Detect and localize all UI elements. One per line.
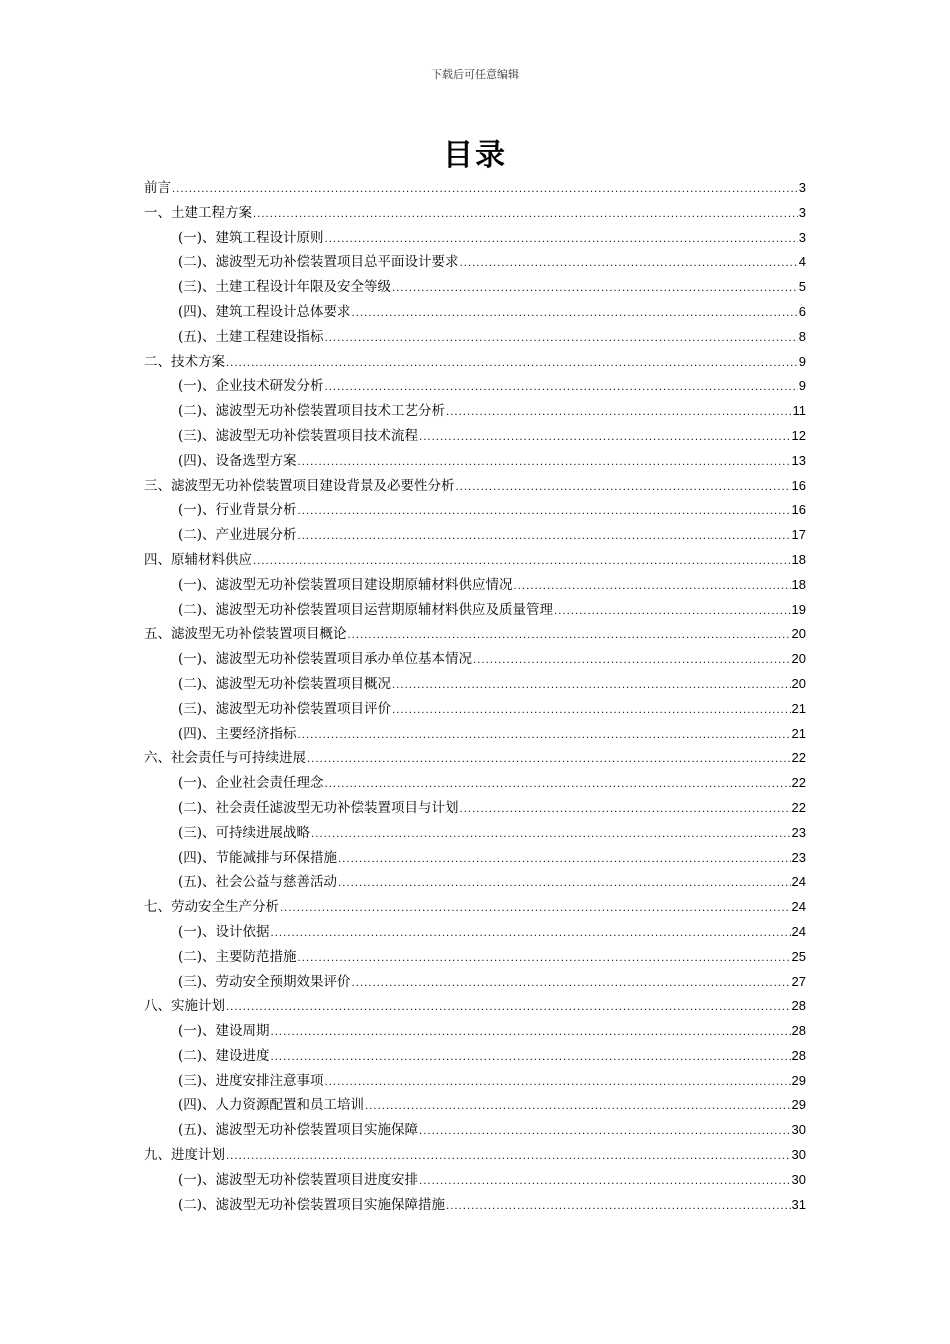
toc-page-number: 22 (791, 775, 806, 791)
table-of-contents (144, 176, 806, 1217)
toc-section-entry[interactable] (144, 275, 806, 300)
toc-page-number: 19 (791, 601, 806, 617)
toc-page-number: 20 (791, 675, 806, 691)
toc-page-number: 8 (798, 328, 806, 344)
toc-dot-leader (473, 649, 790, 674)
toc-page-number: 30 (791, 1171, 806, 1187)
toc-title: 目录 (443, 138, 507, 173)
toc-dot-leader (298, 451, 791, 476)
toc-entry-label: 五、滤波型无功补偿装置项目概论 (144, 626, 347, 643)
toc-entry-label: 二、技术方案 (144, 353, 225, 370)
toc-dot-leader (307, 748, 791, 773)
toc-page-number: 5 (798, 279, 806, 295)
toc-chapter-entry[interactable] (144, 1143, 806, 1168)
toc-section-entry[interactable] (144, 1118, 806, 1143)
toc-section-entry[interactable] (144, 523, 806, 548)
toc-page-number: 29 (791, 1072, 806, 1088)
toc-page-number: 28 (791, 1047, 806, 1063)
toc-section-entry[interactable] (144, 647, 806, 672)
toc-page-number: 24 (791, 874, 806, 890)
toc-entry-label: 四、原辅材料供应 (144, 551, 252, 568)
toc-section-entry[interactable] (144, 399, 806, 424)
toc-dot-leader (311, 823, 790, 848)
toc-page-number: 25 (791, 948, 806, 964)
toc-dot-leader (456, 476, 791, 501)
toc-page-number: 13 (791, 452, 806, 468)
toc-page-number: 18 (791, 576, 806, 592)
toc-dot-leader (348, 624, 791, 649)
toc-dot-leader (419, 426, 790, 451)
toc-section-entry[interactable] (144, 1019, 806, 1044)
toc-page-number: 29 (791, 1097, 806, 1113)
toc-section-entry[interactable] (144, 1193, 806, 1218)
toc-chapter-entry[interactable] (144, 176, 806, 201)
toc-entry-label: (二)、滤波型无功补偿装置项目实施保障措施 (178, 1196, 446, 1213)
toc-entry-label: 九、进度计划 (144, 1147, 225, 1164)
toc-entry-label: (二)、滤波型无功补偿装置项目运营期原辅材料供应及质量管理 (178, 601, 554, 618)
toc-dot-leader (325, 1071, 791, 1096)
toc-dot-leader (392, 699, 790, 724)
toc-dot-leader (298, 525, 791, 550)
toc-entry-label: 前言 (144, 180, 171, 196)
toc-chapter-entry[interactable] (144, 994, 806, 1019)
toc-dot-leader (298, 724, 791, 749)
toc-entry-label: (五)、土建工程建设指标 (178, 328, 324, 345)
toc-dot-leader (298, 500, 791, 525)
toc-entry-label: 八、实施计划 (144, 998, 225, 1015)
toc-page-number: 28 (791, 998, 806, 1014)
toc-entry-label: (二)、主要防范措施 (178, 948, 297, 965)
toc-entry-label: (一)、企业技术研发分析 (178, 378, 324, 395)
toc-page-number: 16 (791, 502, 806, 518)
toc-entry-label: (一)、滤波型无功补偿装置项目承办单位基本情况 (178, 651, 473, 668)
toc-chapter-entry[interactable] (144, 474, 806, 499)
toc-dot-leader (253, 203, 798, 228)
toc-entry-label: (二)、社会责任滤波型无功补偿装置项目与计划 (178, 799, 459, 816)
toc-section-entry[interactable] (144, 771, 806, 796)
toc-dot-leader (226, 1145, 791, 1170)
toc-chapter-entry[interactable] (144, 201, 806, 226)
toc-page-number: 23 (791, 849, 806, 865)
toc-dot-leader (392, 277, 798, 302)
toc-page-number: 28 (791, 1023, 806, 1039)
toc-page-number: 9 (798, 353, 806, 369)
toc-entry-label: (一)、设计依据 (178, 923, 270, 940)
toc-entry-label: (二)、产业进展分析 (178, 527, 297, 544)
toc-section-entry[interactable] (144, 920, 806, 945)
toc-page-number: 23 (791, 824, 806, 840)
toc-page-number: 16 (791, 477, 806, 493)
toc-section-entry[interactable] (144, 498, 806, 523)
toc-entry-label: (一)、企业社会责任理念 (178, 775, 324, 792)
toc-dot-leader (280, 897, 791, 922)
toc-page-number: 6 (798, 303, 806, 319)
toc-page-number: 24 (791, 923, 806, 939)
toc-dot-leader (419, 1120, 790, 1145)
toc-page-number: 20 (791, 651, 806, 667)
toc-entry-label: (三)、劳动安全预期效果评价 (178, 973, 351, 990)
toc-entry-label: 七、劳动安全生产分析 (144, 899, 279, 916)
toc-page-number: 21 (791, 700, 806, 716)
header-note: 下载后可任意编辑 (431, 68, 519, 81)
toc-dot-leader (514, 575, 791, 600)
toc-dot-leader (226, 352, 798, 377)
toc-page-number: 3 (798, 180, 806, 195)
toc-section-entry[interactable] (144, 250, 806, 275)
toc-entry-label: (四)、主要经济指标 (178, 725, 297, 742)
toc-dot-leader (325, 376, 798, 401)
toc-section-entry[interactable] (144, 573, 806, 598)
toc-page-number: 24 (791, 899, 806, 915)
toc-section-entry[interactable] (144, 325, 806, 350)
toc-section-entry[interactable] (144, 226, 806, 251)
toc-page-number: 4 (798, 254, 806, 270)
toc-page-number: 21 (791, 725, 806, 741)
toc-dot-leader (253, 550, 791, 575)
toc-page-number: 12 (791, 427, 806, 443)
toc-page-number: 3 (798, 229, 806, 245)
toc-dot-leader (460, 252, 798, 277)
toc-page-number: 22 (791, 750, 806, 766)
toc-chapter-entry[interactable] (144, 746, 806, 771)
toc-dot-leader (325, 773, 791, 798)
toc-section-entry[interactable] (144, 796, 806, 821)
toc-dot-leader (446, 1195, 790, 1220)
toc-chapter-entry[interactable] (144, 622, 806, 647)
toc-page-number: 30 (791, 1122, 806, 1138)
toc-dot-leader (325, 228, 798, 253)
toc-dot-leader (271, 1046, 791, 1071)
toc-dot-leader (338, 848, 790, 873)
toc-dot-leader (446, 401, 791, 426)
toc-entry-label: (三)、进度安排注意事项 (178, 1072, 324, 1089)
toc-section-entry[interactable] (144, 672, 806, 697)
toc-entry-label: (四)、人力资源配置和员工培训 (178, 1097, 365, 1114)
toc-page-number: 20 (791, 626, 806, 642)
toc-page-number: 31 (791, 1196, 806, 1212)
toc-entry-label: (三)、土建工程设计年限及安全等级 (178, 279, 392, 296)
toc-section-entry[interactable] (144, 846, 806, 871)
toc-dot-leader (365, 1095, 790, 1120)
toc-dot-leader (419, 1170, 790, 1195)
toc-dot-leader (554, 600, 790, 625)
toc-section-entry[interactable] (144, 1093, 806, 1118)
toc-dot-leader (392, 674, 790, 699)
toc-page-number: 18 (791, 551, 806, 567)
toc-entry-label: (五)、滤波型无功补偿装置项目实施保障 (178, 1122, 419, 1139)
toc-chapter-entry[interactable] (144, 895, 806, 920)
toc-entry-label: (二)、滤波型无功补偿装置项目技术工艺分析 (178, 403, 446, 420)
toc-dot-leader (352, 302, 798, 327)
toc-page-number: 30 (791, 1147, 806, 1163)
toc-section-entry[interactable] (144, 821, 806, 846)
toc-page-number: 11 (792, 403, 806, 419)
toc-section-entry[interactable] (144, 870, 806, 895)
toc-section-entry[interactable] (144, 300, 806, 325)
toc-section-entry[interactable] (144, 449, 806, 474)
toc-section-entry[interactable] (144, 424, 806, 449)
toc-chapter-entry[interactable] (144, 350, 806, 375)
toc-entry-label: (二)、滤波型无功补偿装置项目总平面设计要求 (178, 254, 459, 271)
toc-entry-label: (一)、建设周期 (178, 1023, 270, 1040)
toc-dot-leader (352, 972, 791, 997)
toc-entry-label: (一)、行业背景分析 (178, 502, 297, 519)
toc-entry-label: (三)、滤波型无功补偿装置项目技术流程 (178, 427, 419, 444)
toc-section-entry[interactable] (144, 1168, 806, 1193)
toc-page-number: 17 (791, 527, 806, 543)
toc-entry-label: (一)、滤波型无功补偿装置项目建设期原辅材料供应情况 (178, 576, 513, 593)
toc-entry-label: 三、滤波型无功补偿装置项目建设背景及必要性分析 (144, 477, 455, 494)
toc-entry-label: (二)、滤波型无功补偿装置项目概况 (178, 675, 392, 692)
toc-section-entry[interactable] (144, 1044, 806, 1069)
toc-section-entry[interactable] (144, 598, 806, 623)
toc-section-entry[interactable] (144, 970, 806, 995)
toc-dot-leader (271, 1021, 791, 1046)
toc-section-entry[interactable] (144, 697, 806, 722)
toc-entry-label: (五)、社会公益与慈善活动 (178, 874, 338, 891)
toc-entry-label: 一、土建工程方案 (144, 204, 252, 221)
toc-section-entry[interactable] (144, 945, 806, 970)
toc-entry-label: (四)、节能减排与环保措施 (178, 849, 338, 866)
toc-page-number: 9 (798, 378, 806, 394)
toc-dot-leader (271, 922, 791, 947)
toc-chapter-entry[interactable] (144, 548, 806, 573)
toc-dot-leader (338, 872, 790, 897)
toc-entry-label: 六、社会责任与可持续进展 (144, 750, 306, 767)
toc-section-entry[interactable] (144, 722, 806, 747)
toc-section-entry[interactable] (144, 1069, 806, 1094)
toc-dot-leader (325, 327, 798, 352)
toc-entry-label: (一)、建筑工程设计原则 (178, 229, 324, 246)
toc-dot-leader (298, 947, 791, 972)
toc-page-number: 22 (791, 799, 806, 815)
toc-section-entry[interactable] (144, 374, 806, 399)
toc-dot-leader (226, 996, 791, 1021)
toc-entry-label: (二)、建设进度 (178, 1047, 270, 1064)
toc-entry-label: (三)、可持续进展战略 (178, 824, 311, 841)
toc-page-number: 27 (791, 973, 806, 989)
toc-entry-label: (一)、滤波型无功补偿装置项目进度安排 (178, 1171, 419, 1188)
toc-entry-label: (四)、设备选型方案 (178, 452, 297, 469)
toc-dot-leader (172, 178, 798, 203)
toc-dot-leader (460, 798, 791, 823)
toc-entry-label: (三)、滤波型无功补偿装置项目评价 (178, 700, 392, 717)
toc-entry-label: (四)、建筑工程设计总体要求 (178, 303, 351, 320)
toc-page-number: 3 (798, 204, 806, 220)
